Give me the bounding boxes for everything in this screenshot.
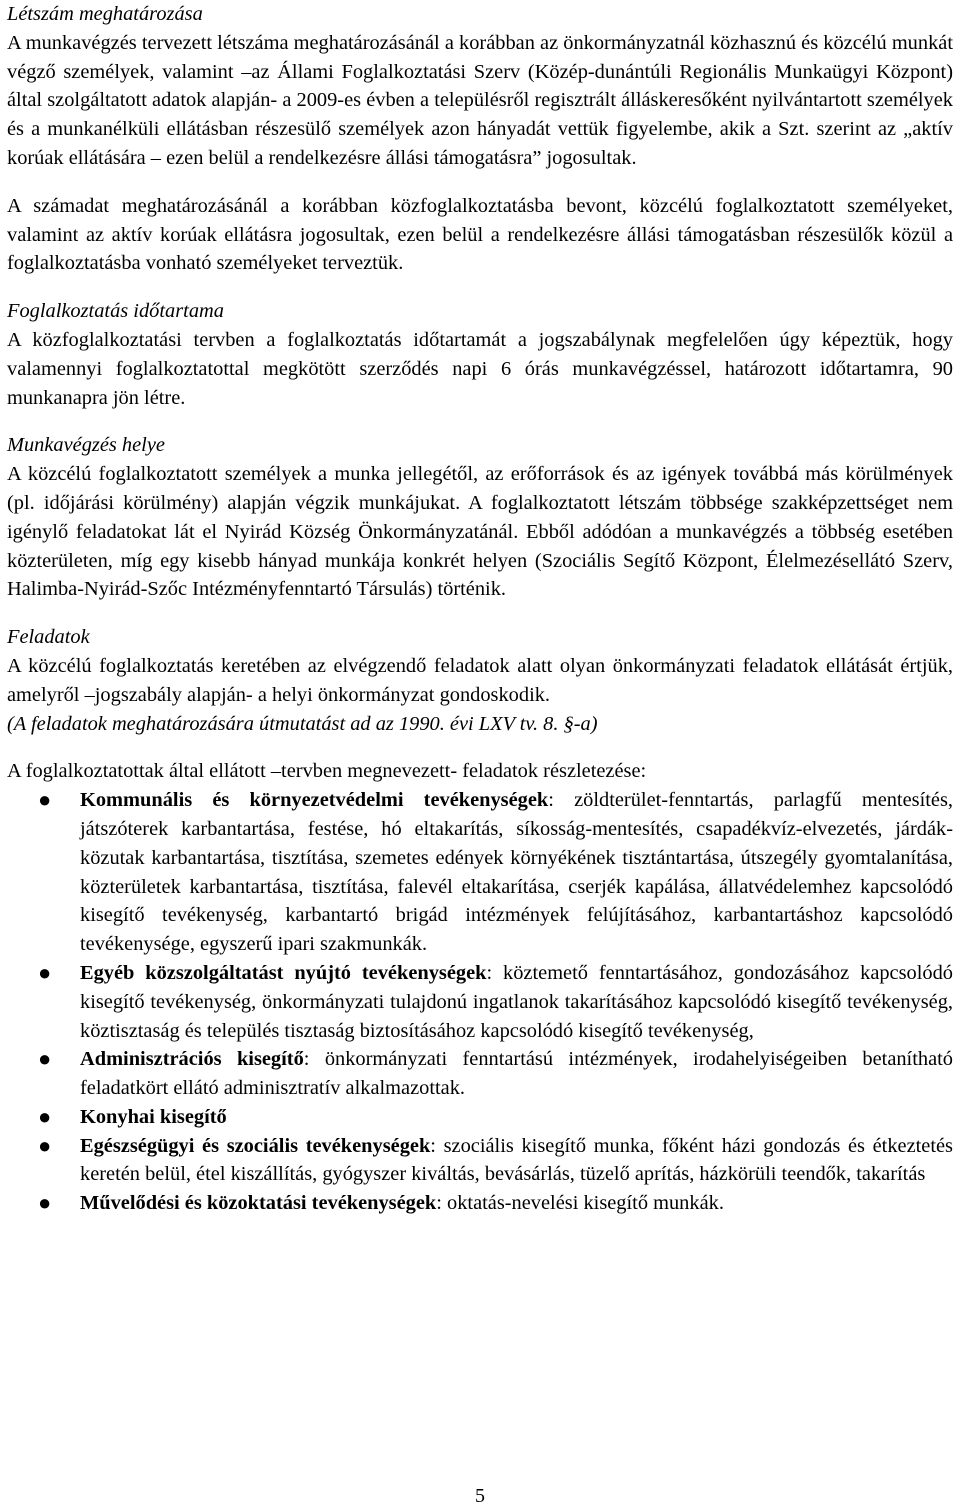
heading-letszam: Létszám meghatározása: [7, 3, 203, 25]
spacer: [7, 412, 953, 431]
bullet-icon: ●: [38, 1103, 52, 1129]
task-term: Kommunális és környezetvédelmi tevékenységek: [80, 789, 549, 812]
task-term: Adminisztrációs kisegítő: [80, 1048, 304, 1071]
bullet-icon: ●: [38, 1190, 52, 1216]
tasks-intro: A foglalkoztatottak által ellátott –tervben megnevezett- feladatok részletezése:: [7, 760, 647, 783]
task-term: Konyhai kisegítő: [80, 1105, 227, 1128]
heading-feladatok: Feladatok: [7, 626, 90, 649]
heading-helye: Munkavégzés helye: [7, 434, 165, 457]
task-term: Egyéb közszolgáltatást nyújtó tevékenységek: [80, 961, 487, 984]
task-description: : oktatás-nevelési kisegítő munkák.: [436, 1192, 724, 1215]
bullet-icon: ●: [38, 1046, 52, 1072]
bullet-icon: ●: [38, 1132, 52, 1158]
task-term: Művelődési és közoktatási tevékenységek: [80, 1192, 437, 1215]
task-list: [7, 786, 953, 1218]
task-item: [7, 1045, 953, 1103]
paragraph-letszam-1: A munkavégzés tervezett létszáma meghatározásánál a korábban az önkormányzatnál közhasznú és közcélú munkát végző személyek, valamint –az Állami Foglalkoztatási Szerv (Közép-dunántúli Regionális Munkaügyi Központ) által szolgáltatott adatok alapján- a 2009-es évben a településről regisztrált álláskeresőként nyilvántartott személyek és a munkanélküli ellátásban részesülő személyek azon hányadát vettük figyelembe, akik a Szt. szerint az „aktív korúak ellátására – ezen belül a rendelkezésre állási támogatásra” jogosultak.: [7, 31, 953, 169]
task-item: [7, 1132, 953, 1190]
task-description: : szociális kisegítő munka, főként házi gondozás és étkeztetés keretén belül, étel kiszállítás, gyógyszer kiváltás, bevásárlás, tüzelő aprítás, házkörüli teendők, takarítás: [80, 1134, 953, 1186]
page-number: 5: [475, 1485, 485, 1507]
task-term: Egészségügyi és szociális tevékenységek: [80, 1134, 431, 1157]
paragraph-feladatok-1: A közcélú foglalkoztatás keretében az elvégzendő feladatok alatt olyan önkormányzati feladatok ellátását értjük, amelyről –jogszabály alapján- a helyi önkormányzat gondoskodik.: [7, 654, 953, 706]
task-item: [7, 1103, 953, 1132]
task-description: : köztemető fenntartásához, gondozásához kapcsolódó kisegítő tevékenység, önkormányzati tulajdonú ingatlanok takarításához kapcsolódó kisegítő tevékenység, köztisztaság és település tisztaság biztosításához kapcsolódó kisegítő tevékenység,: [80, 961, 953, 1042]
bullet-icon: ●: [38, 787, 52, 813]
task-description: : önkormányzati fenntartású intézmények, irodahelyiségeiben betanítható feladatkört ellátó adminisztratív alkalmazottak.: [80, 1048, 953, 1100]
paragraph-letszam-2: A számadat meghatározásánál a korábban közfoglalkoztatásba bevont, közcélú foglalkoztatott személyeket, valamint az aktív korúak ellátásra jogosultak, ezen belül a rendelkezésre állási támogatásban részesülők közül a foglalkoztatásba vonható személyeket terveztük.: [7, 194, 953, 275]
spacer: [7, 173, 953, 192]
paragraph-helye-1: A közcélú foglalkoztatott személyek a munka jellegétől, az erőforrások és az igények továbbá más körülmények (pl. időjárási körülmény) alapján végzik munkájukat. A foglalkoztatott létszám többsége szakképzettséget nem igénylő feladatokat lát el Nyirád Község Önkormányzatánál. Ebből adódóan a munkavégzés a többség esetében közterületen, míg egy kisebb hányad munkája konkrét helyen (Szociális Segítő Központ, Élelmezésellátó Szerv, Halimba-Nyirád-Szőc Intézményfenntartó Társulás) történik.: [7, 463, 953, 601]
task-item: [7, 1189, 953, 1218]
spacer: [7, 278, 953, 297]
heading-idotartam: Foglalkoztatás időtartama: [7, 300, 224, 323]
task-description: : zöldterület-fenntartás, parlagfű mentesítés, játszóterek karbantartása, festése, hó eltakarítás, síkosság-mentesítés, csapadékvíz-elvezetés, járdák-közutak karbantartása, tisztítása, szemetes edények környékének tisztántartása, útszegély gyomtalanítása, közterületek karbantartása, tisztítása, falevél eltakarítása, cserjék kapálása, állatvédelemhez kapcsolódó kisegítő tevékenység, karbantartó brigád intézmények felújításához, karbantartáshoz kapcsolódó tevékenysége, egyszerű ipari szakmunkák.: [80, 789, 954, 956]
paragraph-feladatok-reference: (A feladatok meghatározására útmutatást ad az 1990. évi LXV tv. 8. §-a): [7, 712, 598, 735]
task-item: [7, 786, 953, 959]
spacer: [7, 738, 953, 757]
paragraph-idotartam-1: A közfoglalkoztatási tervben a foglalkoztatás időtartamát a jogszabálynak megfelelően úgy képeztük, hogy valamennyi foglalkoztatottal megkötött szerződés napi 6 órás munkavégzéssel, határozott időtartamra, 90 munkanapra jön létre.: [7, 328, 953, 409]
task-item: [7, 959, 953, 1045]
spacer: [7, 604, 953, 623]
bullet-icon: ●: [38, 959, 52, 985]
